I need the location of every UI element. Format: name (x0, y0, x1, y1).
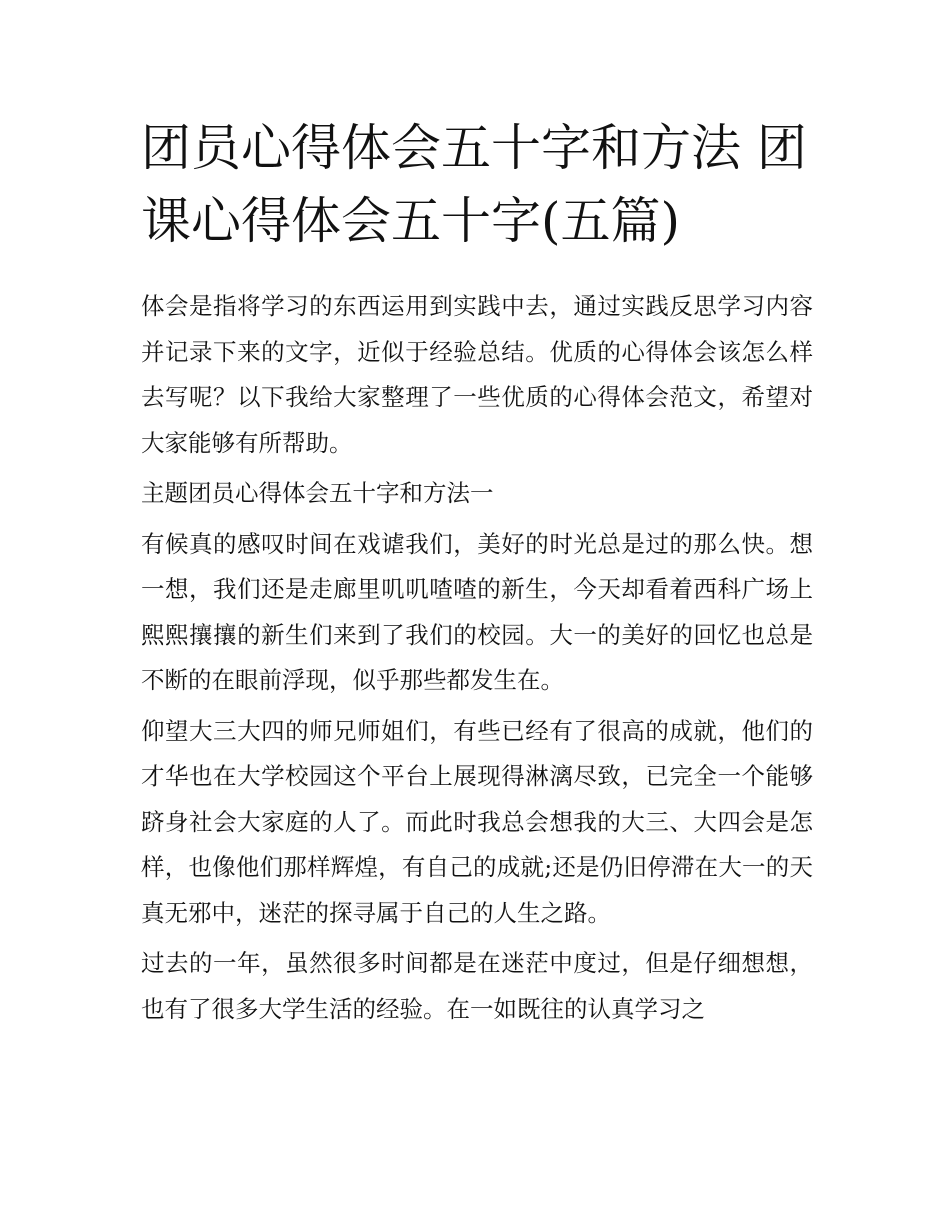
document-content (141, 112, 813, 1032)
body-paragraph-1: 有候真的感叹时间在戏谑我们，美好的时光总是过的那么快。想一想，我们还是走廊里叽叽喳喳的新生，今天却看着西科广场上熙熙攘攘的新生们来到了我们的校园。大一的美好的回忆也总是不断的在眼前浮现，似乎那些都发生在。 (141, 529, 813, 694)
body-paragraph-2: 仰望大三大四的师兄师姐们，有些已经有了很高的成就，他们的才华也在大学校园这个平台上展现得淋漓尽致，已完全一个能够跻身社会大家庭的人了。而此时我总会想我的大三、大四会是怎样，也像他们那样辉煌，有自己的成就;还是仍旧停滞在大一的天真无邪中，迷茫的探寻属于自己的人生之路。 (141, 716, 813, 927)
body-paragraph-3: 过去的一年，虽然很多时间都是在迷茫中度过，但是仔细想想，也有了很多大学生活的经验。在一如既往的认真学习之 (141, 949, 813, 1023)
document-title: 团员心得体会五十字和方法 团课心得体会五十字(五篇) (141, 119, 807, 250)
section-heading: 主题团员心得体会五十字和方法一 (141, 479, 494, 507)
intro-paragraph: 体会是指将学习的东西运用到实践中去，通过实践反思学习内容并记录下来的文字，近似于经验总结。优质的心得体会该怎么样去写呢？以下我给大家整理了一些优质的心得体会范文，希望对大家能够有所帮助。 (141, 292, 813, 457)
document-body (141, 284, 813, 1032)
